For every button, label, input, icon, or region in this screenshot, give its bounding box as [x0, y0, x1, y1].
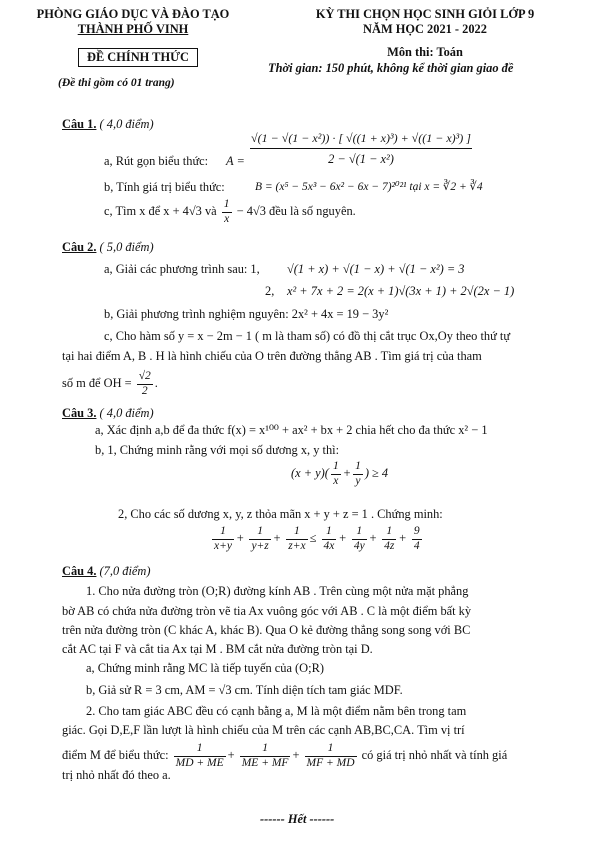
- q1a-numerator: √(1 − √(1 − x²)) · [ √((1 + x)³) + √((1 − x)³) ]: [250, 131, 472, 149]
- q4-frac-2: $\frac{1}{ME + MF}$: [241, 742, 289, 769]
- q1-heading: [62, 117, 154, 132]
- q4-p1-line1: 1. Cho nửa đường tròn (O;R) đường kính AB . Trên cùng một nửa mặt phẳng: [86, 584, 469, 598]
- department-name: PHÒNG GIÁO DỤC VÀ ĐÀO TẠO: [36, 7, 230, 21]
- q4-p1-line2: bờ AB có chứa nửa đường tròn vẽ tia Ax vuông góc với AB . C là một điểm bất kỳ: [62, 604, 472, 618]
- pages-note: (Đề thi gồm có 01 trang): [58, 77, 175, 89]
- subject: Môn thi: Toán: [387, 45, 463, 59]
- q2c-line2: tại hai điểm A, B . H là hình chiếu của O trên đường thẳng AB . Tìm giá trị của tham: [62, 349, 482, 363]
- q1-points: ( 4,0 điểm): [99, 117, 154, 131]
- q4-title: Câu 4.: [62, 564, 97, 578]
- q1c-fraction: $\frac{1}{x}$: [223, 198, 230, 225]
- q1c-tail: − 4√3 đều là số nguyên.: [236, 204, 356, 219]
- q4-heading: [62, 564, 150, 579]
- q4-p1-b: b, Giả sử R = 3 cm, AM = √3 cm. Tính diện tích tam giác MDF.: [86, 683, 403, 697]
- q4-frac-1: $\frac{1}{MD + ME}$: [175, 742, 224, 769]
- q3-title: Câu 3.: [62, 406, 97, 420]
- q2-points: ( 5,0 điểm): [99, 240, 154, 254]
- end-marker: [260, 812, 334, 827]
- q3-heading: [62, 406, 154, 421]
- q3b2-text: 2, Cho các số dương x, y, z thỏa mãn x + y + z = 1 . Chứng minh:: [118, 507, 443, 521]
- q2-title: Câu 2.: [62, 240, 97, 254]
- q3b1-inequality: (x + y)( $\frac{1}{x}$ + $\frac{1}{y}$ ) ≥ 4: [291, 460, 389, 487]
- q4-p2-line3: điểm M để biểu thức: $\frac{1}{MD + ME}$ + $\frac{1}{ME + MF}$ + $\frac{1}{MF + MD}$ có giá trị nhỏ nhất và tính giá: [62, 742, 508, 769]
- exam-time: Thời gian: 150 phút, không kể thời gian giao đề: [268, 61, 514, 75]
- q4-points: (7,0 điểm): [99, 564, 151, 578]
- q4-p2-line4: trị nhỏ nhất đó theo a.: [62, 768, 171, 782]
- q1a-text: a, Rút gọn biểu thức:: [104, 154, 209, 168]
- q2a1-equation: √(1 + x) + √(1 − x) + √(1 − x²) = 3: [287, 262, 465, 276]
- q1c-text: c, Tìm x để x + 4√3 và: [104, 204, 217, 219]
- q4-p1-line3: trên nửa đường tròn (C khác A, khác B). Qua O kẻ đường thẳng song song với BC: [62, 623, 471, 637]
- q4-p1-line4: cắt AC tại F và cắt tia Ax tại M . BM cắt nửa đường tròn tại D.: [62, 642, 373, 656]
- q2c-line3: số m để OH = $\frac{√2}{2}$ .: [62, 370, 158, 397]
- end-text: Hết: [287, 812, 307, 826]
- q2c-fraction: $\frac{√2}{2}$: [138, 370, 151, 397]
- q1a-lhs: A =: [226, 154, 245, 168]
- q3-points: ( 4,0 điểm): [99, 406, 154, 420]
- q4-p2-line3-pre: điểm M để biểu thức:: [62, 748, 169, 763]
- end-dash-left: ------: [260, 812, 288, 826]
- q4-p2-line3-post: có giá trị nhỏ nhất và tính giá: [361, 748, 508, 763]
- end-dash-right: ------: [306, 812, 335, 826]
- q1b-expression: B = (x⁵ − 5x³ − 6x² − 6x − 7)²⁰²¹ tại x = ∛2 + ∛4: [255, 181, 483, 193]
- q4-p1-a: a, Chứng minh rằng MC là tiếp tuyến của (O;R): [86, 661, 324, 675]
- q1-title: Câu 1.: [62, 117, 97, 131]
- city-name: THÀNH PHỐ VINH: [77, 22, 189, 36]
- school-year: NĂM HỌC 2021 - 2022: [363, 22, 487, 36]
- q1a-denominator: 2 − √(1 − x²): [328, 152, 394, 167]
- q1c-line: [104, 198, 356, 227]
- q1a-fraction: [250, 131, 472, 167]
- q2c-line1: c, Cho hàm số y = x − 2m − 1 ( m là tham số) có đồ thị cắt trục Ox,Oy theo thứ tự: [104, 329, 511, 343]
- q2a2-label: 2,: [265, 284, 275, 298]
- q2a2-equation: x² + 7x + 2 = 2(x + 1)√(3x + 1) + 2√(2x − 1): [287, 284, 515, 298]
- q2-heading: [62, 240, 154, 255]
- q2c-line3-text: số m để OH =: [62, 376, 132, 391]
- q3b2-inequality: $\frac{1}{x+y}$ + $\frac{1}{y+z}$ + $\frac{1}{z+x}$ ≤ $\frac{1}{4x}$ + $\frac{1}{4y}$ + $\frac{1}{4z}$ + $\frac{9}{4}$: [214, 525, 420, 552]
- official-exam-badge: ĐỀ CHÍNH THỨC: [78, 48, 198, 67]
- q2a-text: a, Giải các phương trình sau: 1,: [104, 262, 260, 276]
- q4-p2-line1: 2. Cho tam giác ABC đều có cạnh bằng a, M là một điểm nằm bên trong tam: [86, 704, 467, 718]
- q3a-text: a, Xác định a,b để đa thức f(x) = x¹⁰⁰ + ax² + bx + 2 chia hết cho đa thức x² − 1: [95, 423, 488, 437]
- q3b1-text: b, 1, Chứng minh rằng với mọi số dương x, y thì:: [95, 443, 340, 457]
- q2b-text: b, Giải phương trình nghiệm nguyên: 2x² + 4x = 19 − 3y²: [104, 307, 389, 321]
- q4-frac-3: $\frac{1}{MF + MD}$: [306, 742, 355, 769]
- q1b-text: b, Tính giá trị biểu thức:: [104, 180, 225, 194]
- q4-p2-line2: giác. Gọi D,E,F lần lượt là hình chiếu của M trên các cạnh AB,BC,CA. Tìm vị trí: [62, 723, 465, 737]
- exam-title: KỲ THI CHỌN HỌC SINH GIỎI LỚP 9: [315, 7, 535, 21]
